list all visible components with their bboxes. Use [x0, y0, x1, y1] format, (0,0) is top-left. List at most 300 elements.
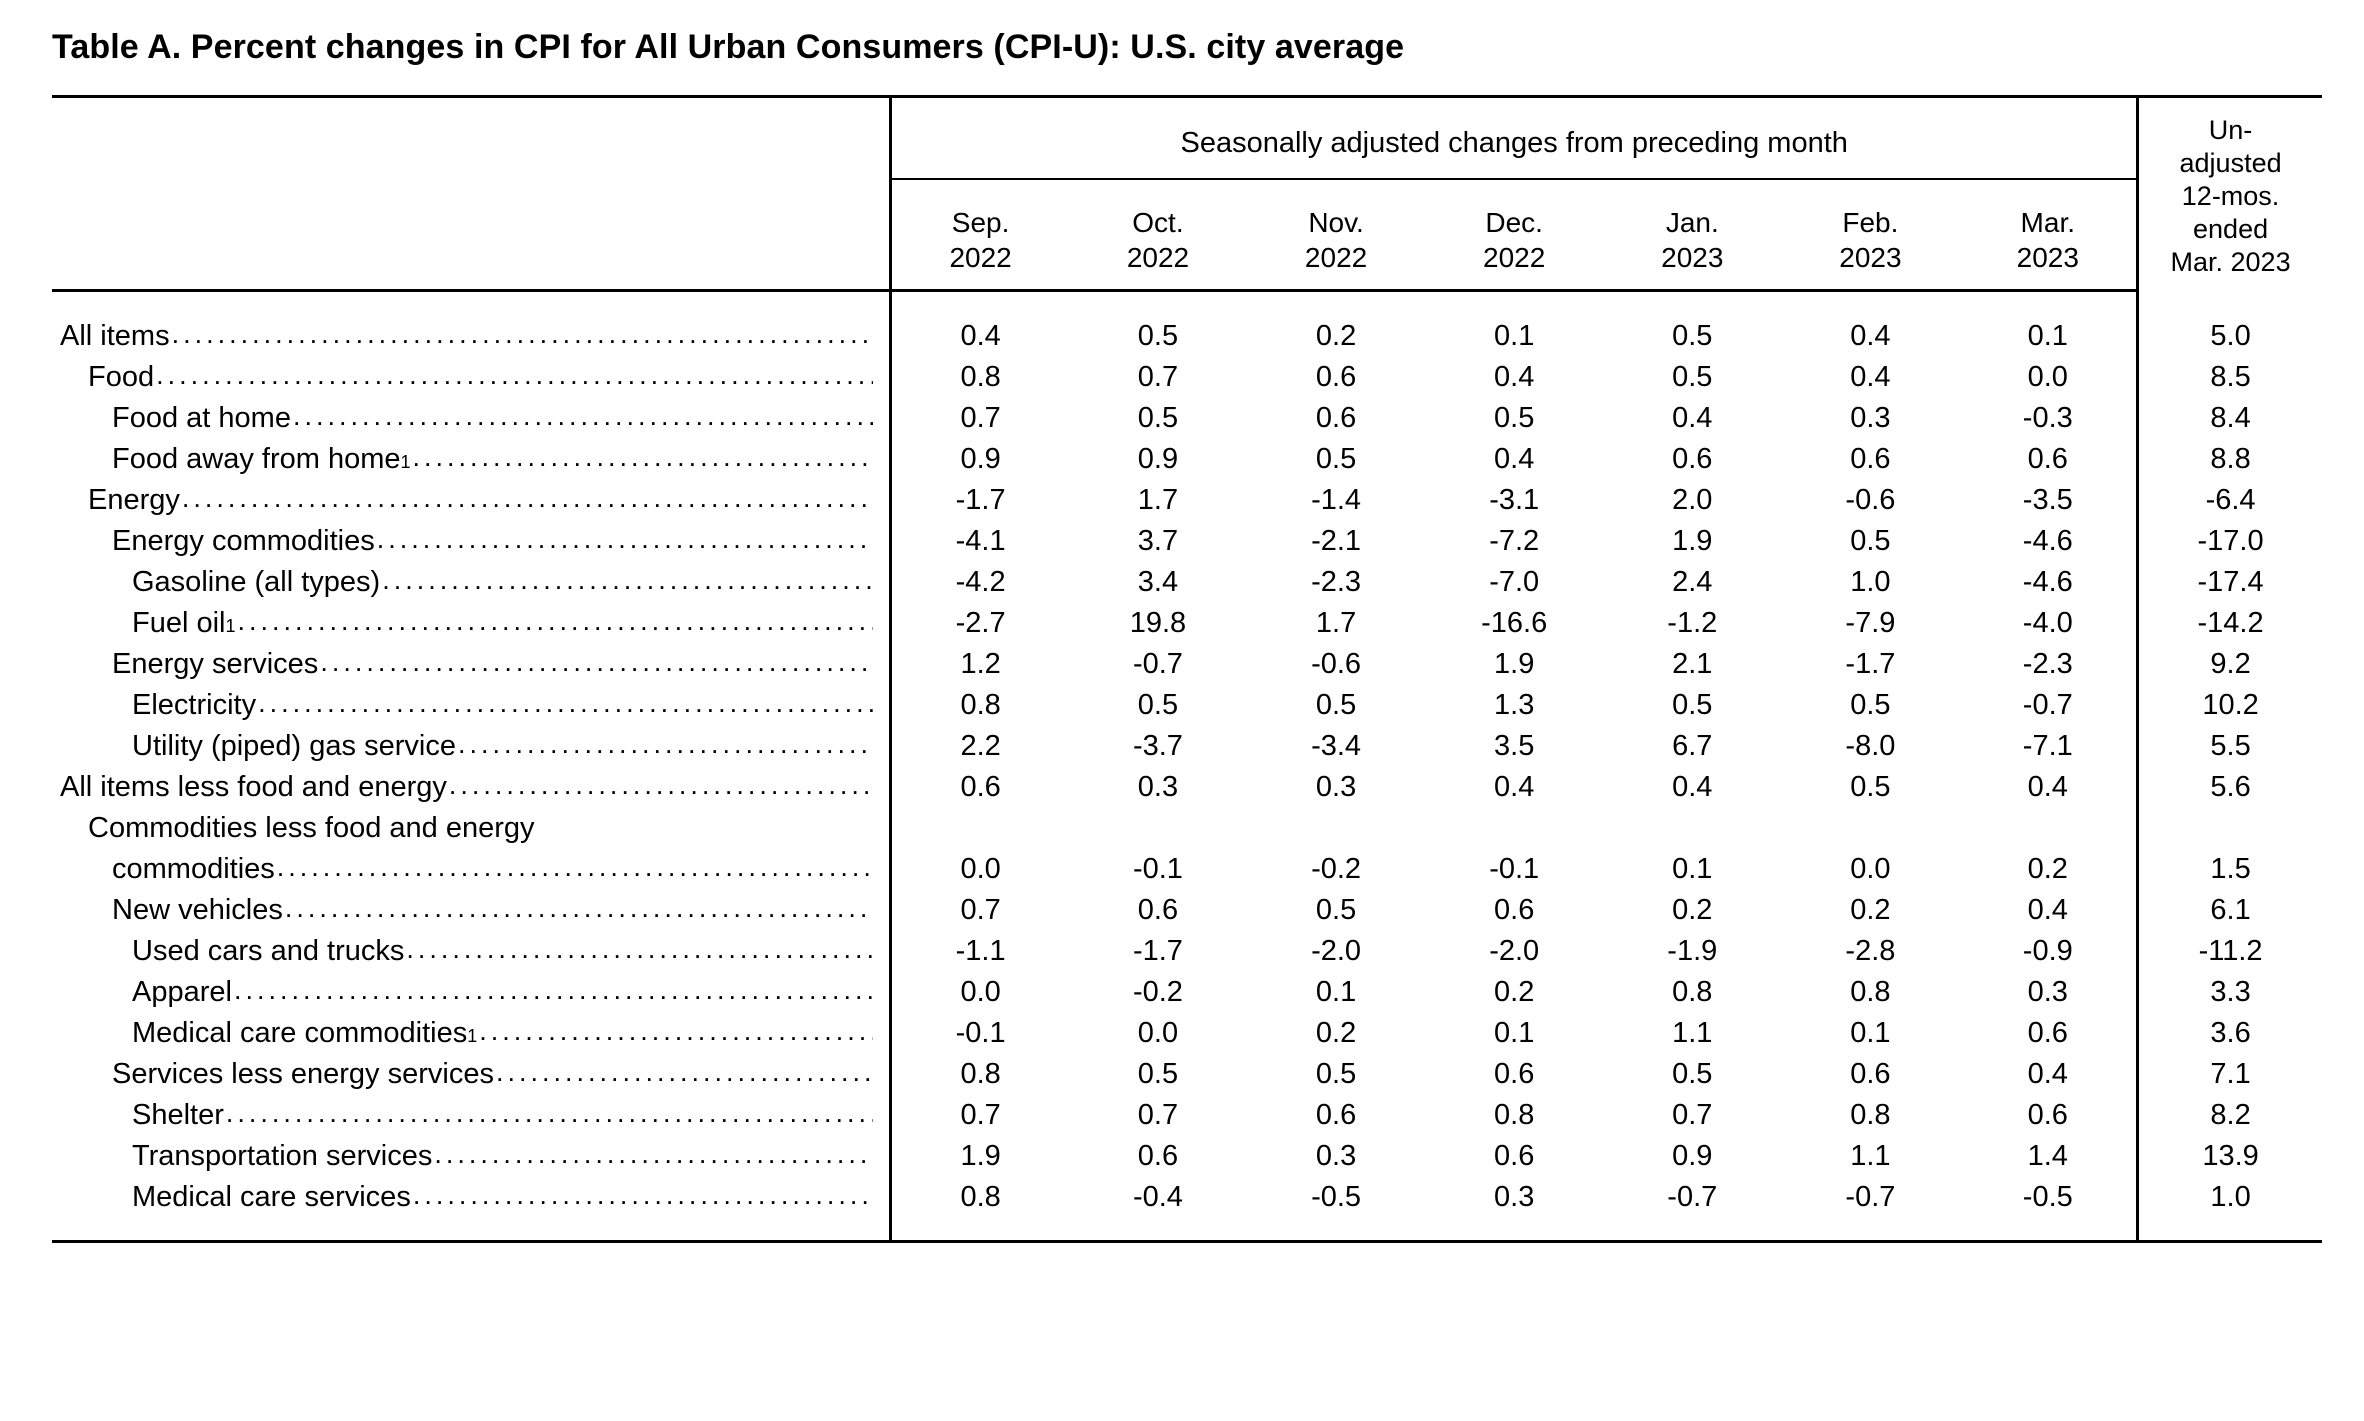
cell-value: 0.5 [1494, 402, 1535, 435]
cell-annual-value: -11.2 [2138, 931, 2322, 972]
cell-value: -4.6 [2022, 525, 2073, 558]
cell-value [1425, 808, 1603, 849]
cell-value: 0.5 [1672, 361, 1713, 394]
cell-value: 0.0 [1137, 1017, 1179, 1050]
cell-value: 1.4 [2027, 1140, 2068, 1173]
row-label [52, 521, 891, 562]
cell-value: 0.1 [1672, 853, 1713, 886]
cell-value: 0.6 [1494, 894, 1535, 927]
header-unadjusted-12mos [2138, 97, 2322, 291]
cell-value: 0.5 [1315, 689, 1357, 722]
cell-annual-value: 13.9 [2138, 1136, 2322, 1177]
cell-value [1247, 808, 1425, 849]
header-month-name: Oct. [1132, 207, 1184, 239]
table-row [52, 398, 2322, 439]
cell-value: 0.3 [1494, 1181, 1535, 1214]
cell-value: 0.1 [1494, 320, 1535, 353]
cell-value: -0.5 [1311, 1181, 1362, 1214]
dot-leader [285, 890, 873, 929]
cell-value: 0.5 [1672, 320, 1713, 353]
row-label: Fuel oil 1 ..... [52, 603, 891, 644]
table-row [52, 685, 2322, 726]
dot-leader [182, 480, 873, 519]
cell-value: 0.5 [1137, 402, 1179, 435]
cell-value: -7.9 [1845, 607, 1896, 640]
header-month-year: 2022 [1126, 242, 1190, 274]
cell-value: 0.6 [1494, 1140, 1535, 1173]
cell-value: -4.1 [891, 521, 1069, 562]
cell-value: -0.1 [1489, 853, 1540, 886]
header-month-sep-2022 [891, 179, 1069, 291]
cell-value: -2.8 [1845, 935, 1896, 968]
row-label-text: Commodities less food and energy [88, 812, 535, 845]
cell-value: 0.2 [1672, 894, 1713, 927]
cell-value: 0.8 [1672, 976, 1713, 1009]
row-label-text: Gasoline (all types) [132, 566, 381, 599]
cell-value: -0.2 [1132, 976, 1183, 1009]
cell-annual-value: 7.1 [2138, 1054, 2322, 1095]
cell-value: 0.5 [1315, 1058, 1357, 1091]
cell-value: -2.3 [2022, 648, 2073, 681]
cell-value: -1.7 [1845, 648, 1896, 681]
cell-value: -2.0 [1489, 935, 1540, 968]
cell-value: 0.6 [1315, 361, 1357, 394]
cell-value: 0.0 [891, 972, 1069, 1013]
header-month-year: 2023 [1661, 242, 1724, 274]
cell-value [1603, 808, 1781, 849]
dot-leader [277, 849, 874, 888]
cell-value: 19.8 [1129, 607, 1187, 640]
cell-value: 0.5 [1850, 771, 1891, 804]
cell-value: 1.9 [891, 1136, 1069, 1177]
header-month-name: Feb. [1842, 207, 1899, 239]
cell-value: 0.8 [1850, 1099, 1891, 1132]
cell-value: 1.9 [1672, 525, 1713, 558]
cell-value: 6.7 [1672, 730, 1713, 763]
cell-value: 0.3 [2027, 976, 2068, 1009]
dot-leader [258, 685, 873, 724]
row-label-text: Food at home [112, 402, 291, 435]
cell-value: 2.2 [891, 726, 1069, 767]
cell-value: 0.6 [1850, 1058, 1891, 1091]
table-row [52, 1136, 2322, 1177]
header-label-blank [52, 179, 891, 291]
cell-value: -1.7 [891, 480, 1069, 521]
row-label-text: Food away from home [112, 443, 401, 476]
cell-value: 0.4 [1494, 771, 1535, 804]
cell-value: -2.7 [891, 603, 1069, 644]
table-row [52, 439, 2322, 480]
row-label [52, 480, 891, 521]
cell-value: 0.5 [1672, 1058, 1713, 1091]
cell-value: 0.1 [1315, 976, 1357, 1009]
cell-value: 0.6 [1315, 402, 1357, 435]
row-label-text: Utility (piped) gas service [132, 730, 456, 763]
row-label: Food away from home 1 ..... [52, 439, 891, 480]
cell-value: -0.2 [1311, 853, 1362, 886]
row-label [52, 1177, 891, 1242]
cell-value: -8.0 [1845, 730, 1896, 763]
cell-value: 1.1 [1850, 1140, 1891, 1173]
row-label [52, 808, 891, 849]
dot-leader [413, 1177, 873, 1216]
cell-value: 0.3 [1315, 1140, 1357, 1173]
cell-value: 0.6 [1137, 1140, 1179, 1173]
cell-value: 0.1 [2027, 320, 2068, 353]
cell-value: -0.1 [1132, 853, 1183, 886]
bottom-rule [52, 1242, 2322, 1244]
row-label-text: Medical care commodities [132, 1017, 468, 1050]
cell-annual-value: -6.4 [2138, 480, 2322, 521]
cell-annual-value: 5.0 [2138, 291, 2322, 358]
row-label-text: Services less energy services [112, 1058, 494, 1091]
cell-annual-value: 3.3 [2138, 972, 2322, 1013]
dot-leader [156, 357, 873, 396]
dot-leader [449, 767, 873, 806]
header-month-year: 2022 [1304, 242, 1368, 274]
cell-annual-value: 1.5 [2138, 849, 2322, 890]
row-label-text: Apparel [132, 976, 232, 1009]
header-month-jan-2023 [1603, 179, 1781, 291]
cell-annual-value: 10.2 [2138, 685, 2322, 726]
table-row [52, 1095, 2322, 1136]
cell-value: -0.5 [2022, 1181, 2073, 1214]
cell-value: 0.8 [1494, 1099, 1535, 1132]
header-month-nov-2022 [1247, 179, 1425, 291]
cell-value: 0.8 [1850, 976, 1891, 1009]
cell-annual-value: 9.2 [2138, 644, 2322, 685]
cell-value [1781, 808, 1959, 849]
cell-value: -1.1 [891, 931, 1069, 972]
cell-value: 0.8 [891, 357, 1069, 398]
cell-value: -2.3 [1311, 566, 1362, 599]
header-row-spans [52, 97, 2322, 179]
cell-annual-value: 8.2 [2138, 1095, 2322, 1136]
header-month-name: Nov. [1308, 207, 1364, 239]
cell-value: -3.7 [1132, 730, 1183, 763]
table-row [52, 357, 2322, 398]
cell-annual-value: 5.5 [2138, 726, 2322, 767]
cell-value: -0.9 [2022, 935, 2073, 968]
header-corner-blank [52, 97, 891, 179]
cell-annual-value: -17.0 [2138, 521, 2322, 562]
cell-value: 0.5 [1850, 525, 1891, 558]
cell-annual-value: 8.4 [2138, 398, 2322, 439]
cell-value: 0.7 [1137, 361, 1179, 394]
header-month-year: 2022 [949, 242, 1012, 274]
table-row [52, 767, 2322, 808]
cell-value: 0.1 [1494, 1017, 1535, 1050]
cell-value: 1.9 [1494, 648, 1535, 681]
cell-value: -0.1 [891, 1013, 1069, 1054]
cell-value: -4.2 [891, 562, 1069, 603]
cell-value: -7.2 [1489, 525, 1540, 558]
table-foot [52, 1242, 2322, 1244]
cell-value: 3.7 [1137, 525, 1179, 558]
cell-value: -2.0 [1311, 935, 1362, 968]
row-label [52, 685, 891, 726]
row-label [52, 357, 891, 398]
header-month-name: Sep. [951, 207, 1010, 239]
cell-value: 0.2 [1494, 976, 1535, 1009]
cell-value: 0.6 [1315, 1099, 1357, 1132]
cell-annual-value: 8.8 [2138, 439, 2322, 480]
cell-value: -7.0 [1489, 566, 1540, 599]
table-row [52, 931, 2322, 972]
cell-value: 0.6 [1672, 443, 1713, 476]
header-month-year: 2023 [1839, 242, 1902, 274]
table-row [52, 1013, 2322, 1054]
cell-value: 2.1 [1672, 648, 1713, 681]
row-label [52, 291, 891, 358]
table-row [52, 849, 2322, 890]
cell-value: 0.5 [1315, 894, 1357, 927]
cell-value: 1.0 [1850, 566, 1891, 599]
cell-value: 0.7 [891, 890, 1069, 931]
cell-value: 2.4 [1672, 566, 1713, 599]
row-label [52, 849, 891, 890]
row-label-text: commodities [112, 853, 275, 886]
cell-value: -2.1 [1311, 525, 1362, 558]
cell-value: 0.5 [1315, 443, 1357, 476]
dot-leader [496, 1054, 873, 1093]
header-month-name: Mar. [2020, 207, 2076, 239]
table-row [52, 1054, 2322, 1095]
cell-value: -0.7 [2022, 689, 2073, 722]
cell-value: 0.0 [2027, 361, 2068, 394]
table-row [52, 521, 2322, 562]
table-row [52, 726, 2322, 767]
table-row [52, 480, 2322, 521]
row-label [52, 1095, 891, 1136]
dot-leader [458, 726, 873, 765]
dot-leader [382, 562, 873, 601]
row-label [52, 644, 891, 685]
cell-value [1959, 808, 2137, 849]
row-label [52, 562, 891, 603]
dot-leader [172, 314, 874, 355]
header-seasonally-adjusted: Seasonally adjusted changes from preceding month [891, 97, 2138, 179]
cell-value: 0.4 [1672, 771, 1713, 804]
table-row [52, 644, 2322, 685]
cell-annual-value: -14.2 [2138, 603, 2322, 644]
cell-value: 0.4 [1494, 443, 1535, 476]
cell-value: -0.7 [1845, 1181, 1896, 1214]
row-label-text: Energy [88, 484, 180, 517]
cell-value: -4.0 [2022, 607, 2073, 640]
cell-value: -1.4 [1311, 484, 1362, 517]
cell-value: 0.3 [1850, 402, 1891, 435]
cell-value: 0.7 [891, 1095, 1069, 1136]
row-label-text: Shelter [132, 1099, 224, 1132]
header-month-name: Dec. [1485, 207, 1543, 239]
header-month-year: 2023 [2016, 242, 2079, 274]
header-month-mar-2023 [1959, 179, 2137, 291]
cell-value: -1.7 [1132, 935, 1183, 968]
cell-value: 0.9 [1672, 1140, 1713, 1173]
cell-value: -0.6 [1845, 484, 1896, 517]
cell-annual-value: -17.4 [2138, 562, 2322, 603]
dot-leader [377, 521, 874, 560]
row-label-text: Energy services [112, 648, 319, 681]
cell-value: 0.2 [2027, 853, 2068, 886]
row-label [52, 890, 891, 931]
cell-value: 0.2 [1850, 894, 1891, 927]
header-month-feb-2023 [1781, 179, 1959, 291]
cell-value: -3.5 [2022, 484, 2073, 517]
header-unadjusted-line-2: adjusted [2179, 148, 2282, 179]
cell-value: 0.4 [1850, 361, 1891, 394]
dot-leader [238, 603, 874, 642]
header-month-name: Jan. [1665, 207, 1719, 239]
dot-leader [479, 1013, 873, 1052]
cell-value: 0.4 [1850, 320, 1891, 353]
header-month-dec-2022 [1425, 179, 1603, 291]
cell-value: -1.2 [1667, 607, 1718, 640]
dot-leader [293, 398, 873, 437]
cell-value: 0.4 [2027, 1058, 2068, 1091]
row-label-text: Energy commodities [112, 525, 375, 558]
cell-value: 0.6 [2027, 1017, 2068, 1050]
cell-value: 1.2 [891, 644, 1069, 685]
table-row [52, 972, 2322, 1013]
row-label-text: Used cars and trucks [132, 935, 405, 968]
row-label-text: Electricity [132, 689, 257, 722]
cell-value: 0.5 [1137, 689, 1179, 722]
row-label-text: Medical care services [132, 1181, 411, 1214]
table-body [52, 291, 2322, 1242]
cell-value: 0.5 [1672, 689, 1713, 722]
dot-leader [226, 1095, 873, 1134]
cell-value: 0.3 [1137, 771, 1179, 804]
cell-annual-value: 8.5 [2138, 357, 2322, 398]
cpi-table [52, 95, 2322, 1243]
cell-value: 3.5 [1494, 730, 1535, 763]
cell-value: 0.7 [891, 398, 1069, 439]
cell-value: 0.3 [1315, 771, 1357, 804]
cell-annual-value: 5.6 [2138, 767, 2322, 808]
cell-value: 0.5 [1850, 689, 1891, 722]
dot-leader [413, 439, 874, 478]
cell-value: 1.1 [1672, 1017, 1713, 1050]
cell-value: 0.7 [1672, 1099, 1713, 1132]
header-unadjusted-line-5: Mar. 2023 [2170, 246, 2291, 277]
cell-value: 0.1 [1850, 1017, 1891, 1050]
row-label-text: All items less food and energy [60, 771, 447, 804]
cell-value: -4.6 [2022, 566, 2073, 599]
cell-value [1069, 808, 1247, 849]
cell-value: 1.7 [1315, 607, 1357, 640]
dot-leader [406, 931, 873, 970]
dot-leader [434, 1136, 873, 1175]
cell-value: -0.7 [1667, 1181, 1718, 1214]
table-row [52, 1177, 2322, 1242]
header-month-oct-2022 [1069, 179, 1247, 291]
row-label-text: Fuel oil [132, 607, 226, 640]
cell-annual-value [2138, 808, 2322, 849]
cell-value: 0.8 [891, 1177, 1069, 1242]
cell-value: 0.9 [1137, 443, 1179, 476]
cell-value: 2.0 [1672, 484, 1713, 517]
table-row [52, 808, 2322, 849]
cell-value: 0.4 [2027, 771, 2068, 804]
header-month-year: 2022 [1483, 242, 1546, 274]
cell-value: 0.4 [1672, 402, 1713, 435]
cell-value: 0.9 [891, 439, 1069, 480]
cell-value: 0.4 [2027, 894, 2068, 927]
cell-value: 0.6 [1850, 443, 1891, 476]
cell-annual-value: 1.0 [2138, 1177, 2322, 1242]
cell-value: -0.6 [1311, 648, 1362, 681]
cell-value: 1.7 [1137, 484, 1179, 517]
row-label-text: Transportation services [132, 1140, 433, 1173]
header-row-months [52, 179, 2322, 291]
row-label [52, 726, 891, 767]
cell-value: 0.6 [2027, 443, 2068, 476]
cell-value: 0.0 [1850, 853, 1891, 886]
table-head [52, 97, 2322, 291]
cell-value: -3.4 [1311, 730, 1362, 763]
cell-value: 0.5 [1137, 320, 1179, 353]
cell-value: 0.2 [1315, 1017, 1357, 1050]
header-unadjusted-line-1: Un- [2208, 115, 2253, 146]
cell-value: 0.4 [891, 291, 1069, 358]
cell-value: 0.5 [1137, 1058, 1179, 1091]
row-label-text: Food [88, 361, 155, 394]
row-label-text: All items [60, 320, 170, 353]
cell-value: 0.4 [1494, 361, 1535, 394]
cell-value: -0.3 [2022, 402, 2073, 435]
row-label [52, 767, 891, 808]
cell-value: 0.8 [891, 1054, 1069, 1095]
cell-annual-value: 6.1 [2138, 890, 2322, 931]
cell-value: 0.2 [1315, 320, 1357, 353]
cell-value: -7.1 [2022, 730, 2073, 763]
cell-value [891, 808, 1069, 849]
row-label [52, 1054, 891, 1095]
cell-value: -0.4 [1132, 1181, 1183, 1214]
cell-value: -3.1 [1489, 484, 1540, 517]
table-row [52, 562, 2322, 603]
page-title: Table A. Percent changes in CPI for All Urban Consumers (CPI-U): U.S. city average [52, 28, 1405, 66]
cell-value: 0.8 [891, 685, 1069, 726]
row-label [52, 931, 891, 972]
cell-value: -16.6 [1481, 607, 1548, 640]
cell-value: 3.4 [1137, 566, 1179, 599]
row-label: Medical care commodities 1 ..... [52, 1013, 891, 1054]
row-label [52, 972, 891, 1013]
cell-value: 1.3 [1494, 689, 1535, 722]
cell-value: -1.9 [1667, 935, 1718, 968]
cell-annual-value: 3.6 [2138, 1013, 2322, 1054]
cell-value: 0.7 [1137, 1099, 1179, 1132]
table-row [52, 291, 2322, 358]
cell-value: 0.6 [891, 767, 1069, 808]
cell-value: 0.0 [891, 849, 1069, 890]
row-label [52, 398, 891, 439]
dot-leader [320, 644, 873, 683]
cell-value: 0.6 [2027, 1099, 2068, 1132]
dot-leader [234, 972, 873, 1011]
row-label [52, 1136, 891, 1177]
cell-value: -0.7 [1132, 648, 1183, 681]
cell-value: 0.6 [1137, 894, 1179, 927]
header-unadjusted-line-3: 12-mos. [2181, 180, 2280, 211]
table-row [52, 603, 2322, 644]
header-unadjusted-line-4: ended [2193, 213, 2269, 244]
row-label-text: New vehicles [112, 894, 283, 927]
table-row [52, 890, 2322, 931]
